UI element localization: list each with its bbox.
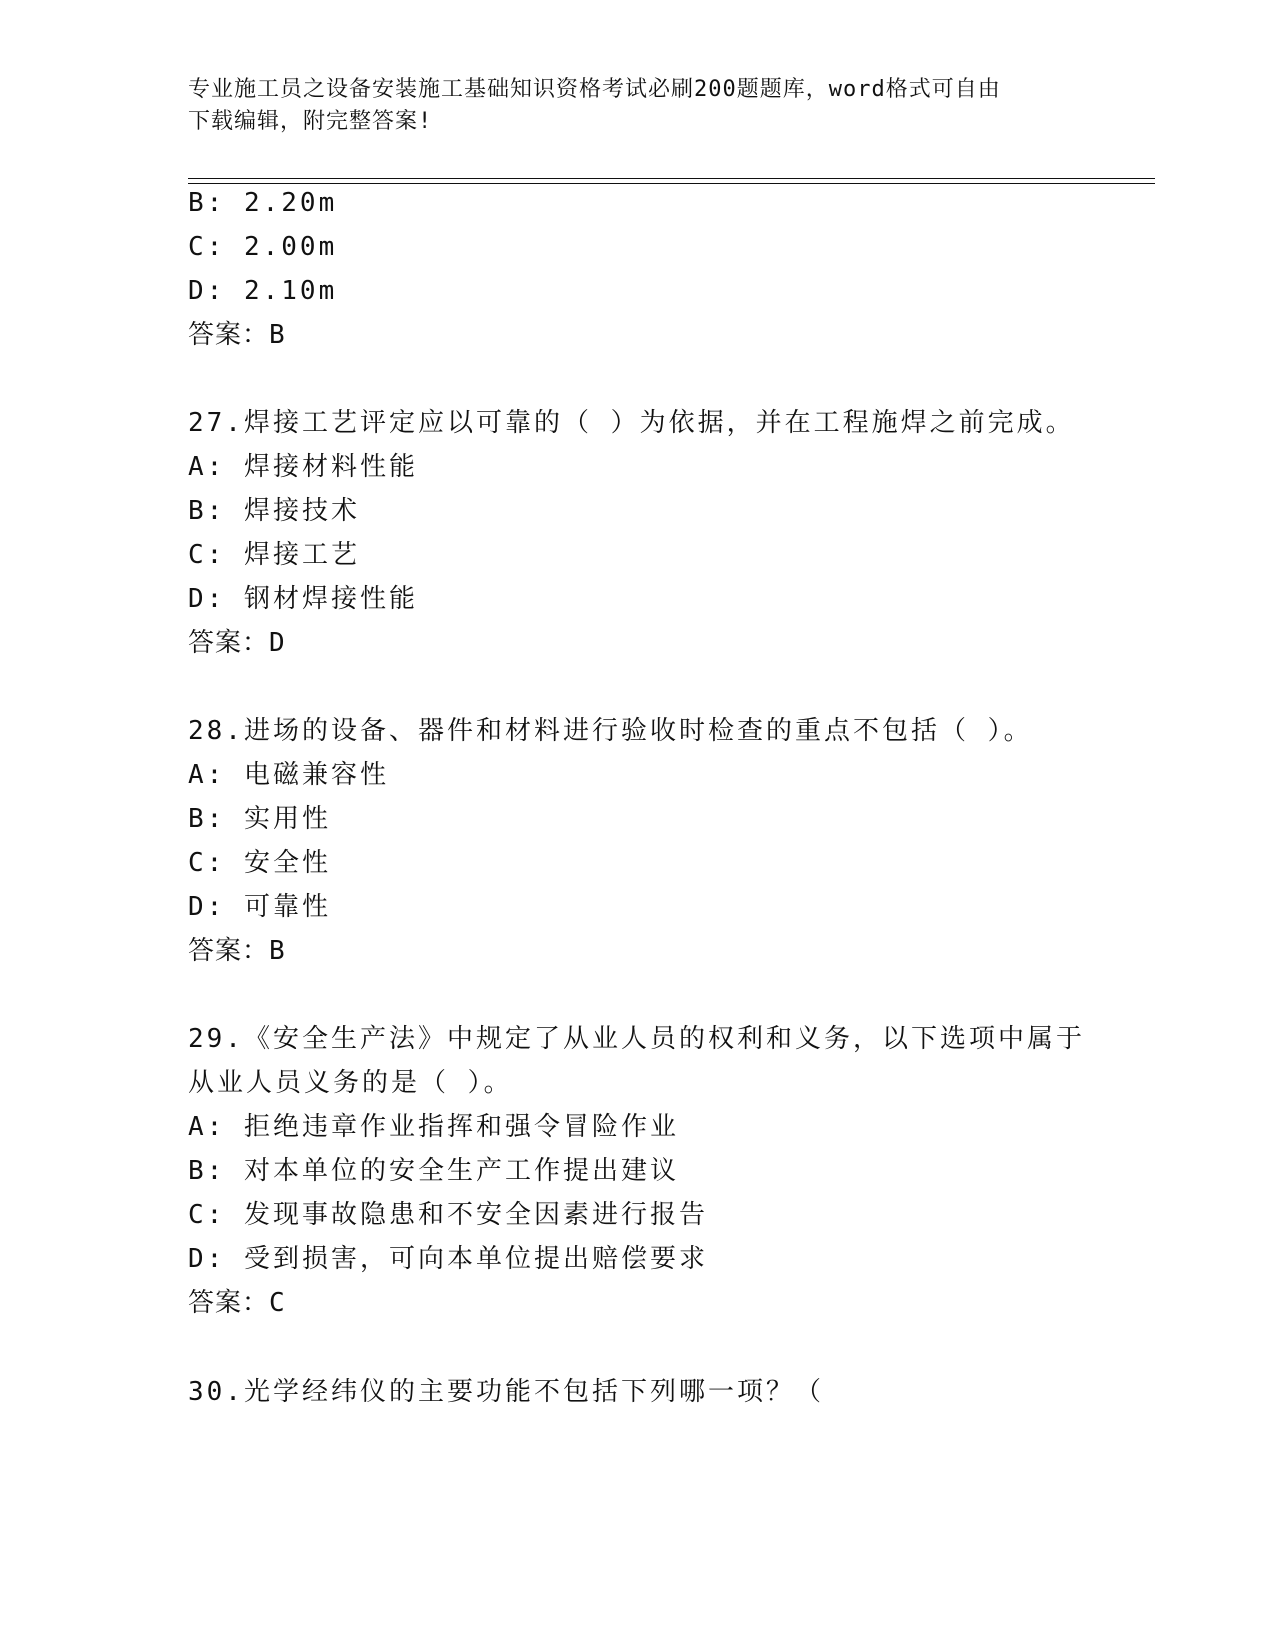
q26-answer: 答案：B (188, 320, 286, 350)
q28-option-d: D: 可靠性 (188, 892, 331, 922)
q28-question: 28.进场的设备、器件和材料进行验收时检查的重点不包括（ ）。 (188, 716, 1033, 746)
q26-option-b: B: 2.20m (188, 188, 338, 218)
document-header (188, 74, 1088, 138)
header-rule-top (188, 178, 1155, 179)
q27-option-b: B: 焊接技术 (188, 496, 360, 526)
q28-option-a: A: 电磁兼容性 (188, 760, 389, 790)
q27-option-d: D: 钢材焊接性能 (188, 584, 418, 614)
q27-answer: 答案：D (188, 628, 286, 658)
q30-question: 30.光学经纬仪的主要功能不包括下列哪一项？（ (188, 1377, 824, 1407)
q28-answer: 答案：B (188, 936, 286, 966)
q29-option-c: C: 发现事故隐患和不安全因素进行报告 (188, 1200, 708, 1230)
header-title-line-2: 下载编辑，附完整答案! (188, 109, 433, 134)
q29-answer: 答案：C (188, 1288, 286, 1318)
q26-option-c: C: 2.00m (188, 232, 338, 262)
header-title-line-1: 专业施工员之设备安装施工基础知识资格考试必刷200题题库，word格式可自由 (188, 77, 1001, 102)
q29-option-d: D: 受到损害，可向本单位提出赔偿要求 (188, 1244, 708, 1274)
q28-option-c: C: 安全性 (188, 848, 331, 878)
q29-option-b: B: 对本单位的安全生产工作提出建议 (188, 1156, 679, 1186)
q27-question: 27.焊接工艺评定应以可靠的（ ）为依据，并在工程施焊之前完成。 (188, 408, 1075, 438)
q28-option-b: B: 实用性 (188, 804, 331, 834)
q26-option-d: D: 2.10m (188, 276, 338, 306)
q29-option-a: A: 拒绝违章作业指挥和强令冒险作业 (188, 1112, 679, 1142)
q29-question-line-1: 29.《安全生产法》中规定了从业人员的权利和义务，以下选项中属于 (188, 1024, 1085, 1054)
header-rule-bottom (188, 183, 1155, 184)
q27-option-c: C: 焊接工艺 (188, 540, 360, 570)
q29-question-line-2: 从业人员义务的是（ ）。 (188, 1068, 513, 1098)
q27-option-a: A: 焊接材料性能 (188, 452, 418, 482)
